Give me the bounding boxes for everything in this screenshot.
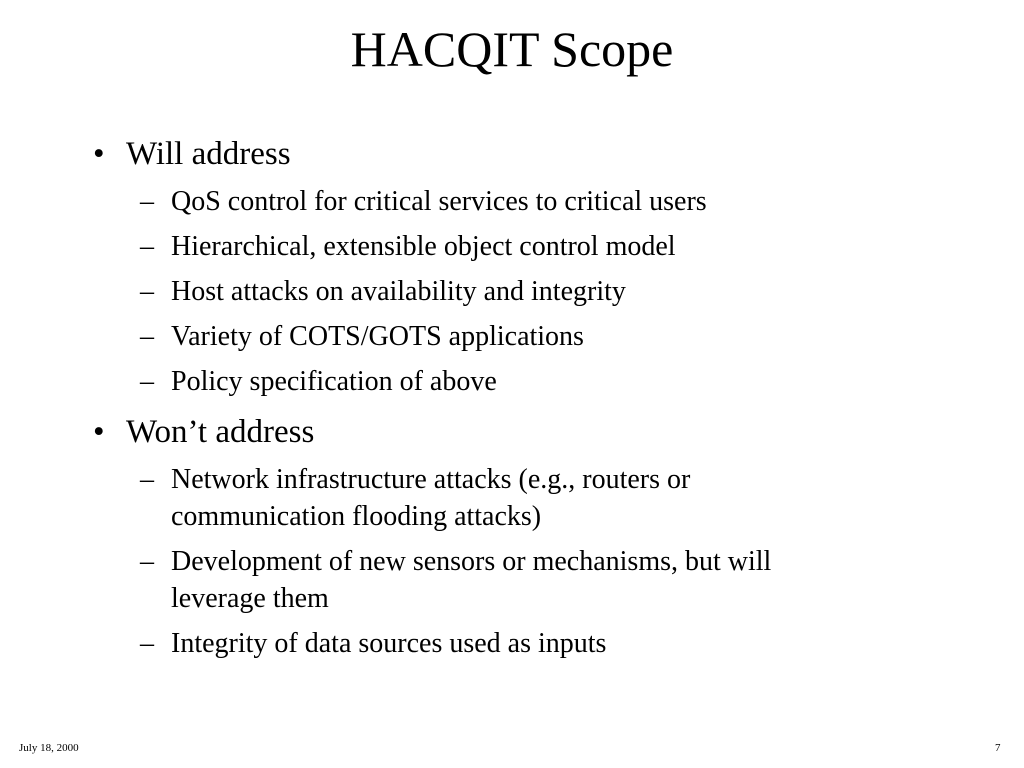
dash-marker: –: [140, 546, 154, 577]
dash-marker: –: [140, 464, 154, 495]
bullet-marker: •: [93, 136, 105, 172]
slide-title: HACQIT Scope: [350, 21, 674, 77]
dash-marker: –: [140, 231, 154, 262]
sub-item: [140, 274, 626, 310]
sub-item: [140, 544, 772, 580]
sub-item: [140, 319, 584, 355]
footer-page-number: 7: [995, 742, 1001, 754]
sub-item-text: leverage them: [171, 583, 329, 614]
sub-item-text: communication flooding attacks): [171, 501, 542, 532]
sub-item-continuation: [171, 581, 329, 617]
sub-item-text: QoS control for critical services to critical users: [171, 186, 707, 217]
dash-marker: –: [140, 628, 154, 659]
sub-item: [140, 462, 691, 498]
sub-item-text: Integrity of data sources used as inputs: [171, 628, 607, 659]
sub-item-text: Host attacks on availability and integrity: [171, 276, 626, 307]
dash-marker: –: [140, 366, 154, 397]
dash-marker: –: [140, 321, 154, 352]
sub-item: [140, 626, 607, 662]
bullet-text: Won’t address: [126, 414, 315, 450]
sub-item: [140, 184, 707, 220]
bullet-will-address: [93, 134, 291, 174]
bullet-text: Will address: [126, 136, 291, 172]
dash-marker: –: [140, 186, 154, 217]
bullet-marker: •: [93, 414, 105, 450]
sub-item-text: Variety of COTS/GOTS applications: [171, 321, 584, 352]
bullet-wont-address: [93, 412, 315, 452]
sub-item: [140, 364, 497, 400]
dash-marker: –: [140, 276, 154, 307]
sub-item-text: Policy specification of above: [171, 366, 497, 397]
sub-item-text: Development of new sensors or mechanisms, but will: [171, 546, 772, 577]
footer-date: July 18, 2000: [19, 742, 79, 754]
sub-item-text: Hierarchical, extensible object control model: [171, 231, 676, 262]
sub-item: [140, 229, 676, 265]
sub-item-continuation: [171, 499, 541, 535]
sub-item-text: Network infrastructure attacks (e.g., routers or: [171, 464, 691, 495]
